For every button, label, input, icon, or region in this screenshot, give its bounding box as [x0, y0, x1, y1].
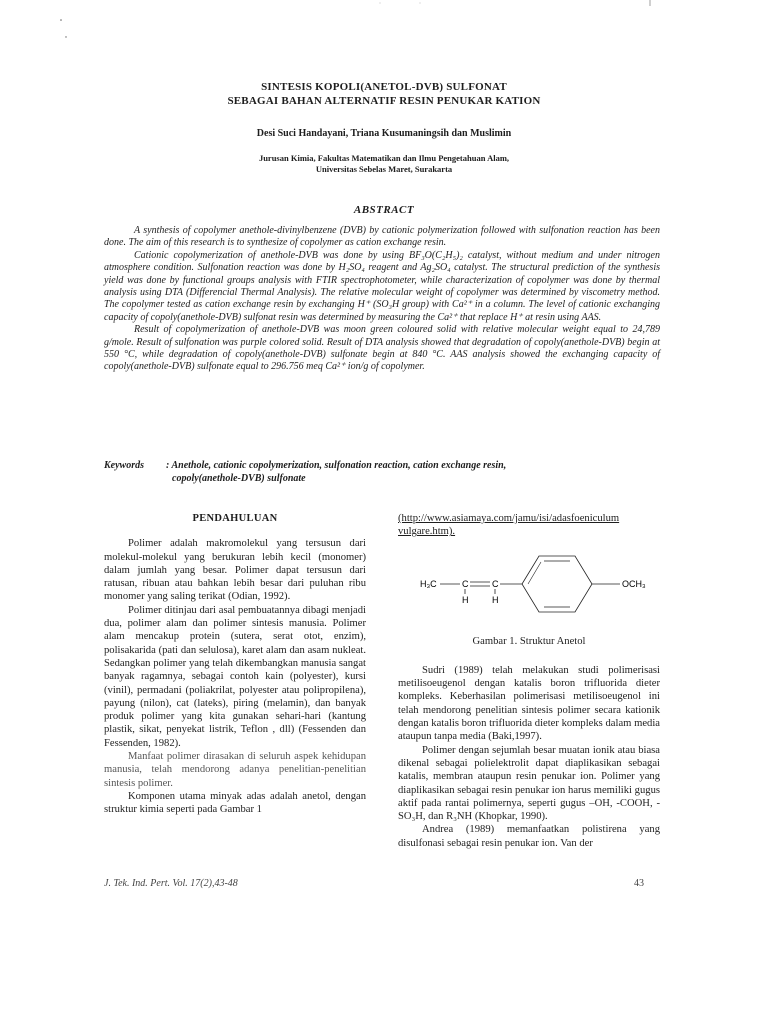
keywords-line-1: : Anethole, cationic copolymerization, sulfonation reaction, cation exchange resin,: [166, 460, 507, 471]
page-number: 43: [634, 878, 644, 889]
body-paragraph: Sudri (1989) telah melakukan studi polimerisasi metilisoeugenol dengan katalis boron trifluorida dieter kompleks. Keberhasilan polimerisasi metilisoeugenol ini telah mendorong penelitian sintesis polimer secara kationik dengan katalis boron trifluorida dieter kompleks dalam media ataupun tanpa media (Baki,1997).: [398, 664, 660, 743]
body-paragraph: Manfaat polimer dirasakan di seluruh aspek kehidupan manusia, telah mendorong adanya penelitian-penelitian sintesis polimer.: [104, 751, 366, 789]
body-paragraph: Komponen utama minyak adas adalah anetol, dengan struktur kimia seperti pada Gambar 1: [104, 790, 366, 816]
och3-label: OCH₃: [622, 578, 646, 589]
affiliation-line-1: Jurusan Kimia, Fakultas Matematikan dan Ilmu Pengetahuan Alam,: [258, 153, 510, 163]
body-paragraph: Andrea (1989) memanfaatkan polistirena yang disulfonasi sebagai resin penukar ion. Van der: [398, 824, 660, 849]
title-line-1: SINTESIS KOPOLI(ANETOL-DVB) SULFONAT: [261, 81, 507, 93]
source-url[interactable]: (http://www.asiamaya.com/jamu/isi/adasfoeniculum vulgare.htm).: [398, 513, 620, 538]
hydrogen-2-label: H: [492, 594, 499, 605]
title-line-2: SEBAGAI BAHAN ALTERNATIF RESIN PENUKAR KATION: [227, 95, 541, 107]
affiliation: [0, 153, 768, 175]
left-column: [104, 512, 366, 817]
abstract-paragraph: A synthesis of copolymer anethole-divinylbenzene (DVB) by cationic polymerization followed with sulfonation reaction has been done. The aim of this research is to synthesize of copolymer as cation exchange resin.: [104, 225, 660, 249]
affiliation-line-2: Universitas Sebelas Maret, Surakarta: [315, 164, 453, 174]
abstract-paragraph: Cationic copolymerization of anethole-DVB was done by using BF₃O(C₂H₅)₂ catalyst, without medium and under nitrogen atmosphere condition. Sulfonation reaction was done by H₂SO₄ reagent and Ag₂SO₄ catalyst. The structural prediction of the synthesis yield was done by functional groups analysis with FTIR spectrophotometer, while characterization of copolymer was done by thermal analysis using DTA (Differencial Thermal Analysis). The relative molecular weight of copolymer was determined by viscometry method. The copolymer tested as cation exchange resin by exchanging H⁺ (SO₃H group) with Ca²⁺ in a column. The level of cationic exchanging capacity of copoly(anethole-DVB) sulfonat resin was determined by measuring the Ca²⁺ that replace H⁺ at resin using AAS.: [104, 249, 660, 323]
keywords-line-2: copoly(anethole-DVB) sulfonate: [172, 473, 306, 484]
hydrogen-1-label: H: [462, 594, 469, 605]
carbon-2-label: C: [492, 578, 499, 589]
carbon-1-label: C: [462, 578, 469, 589]
abstract-heading: ABSTRACT: [353, 204, 415, 216]
benzene-ring: [522, 556, 592, 612]
anethole-structure-diagram: [398, 547, 660, 617]
abstract-body: [104, 225, 660, 374]
keywords-label: Keywords: [104, 460, 144, 471]
journal-citation: J. Tek. Ind. Pert. Vol. 17(2),43-48: [104, 878, 238, 889]
paper-title: [0, 80, 768, 108]
body-paragraph: Polimer ditinjau dari asal pembuatannya dibagi menjadi dua, polimer alam dan polimer sintesis manusia. Polimer alam mencakup protein (sutera, serat otot, enzim), polisakarida (pati dan selulosa), karet alam dan asam nukleat. Sedangkan polimer yang telah dikembangkan manusia sangat banyak ragamnya, sebagai contoh kain (polyester), kursi (vinil), permadani (poliakrilat, polyester atau polipropilena), payung (nilon), cat (lateks), piring (melamin), dan banyak produk polimer yang kita gunakan sehari-hari (kantung plastik, sikat, penyekat listrik, Teflon , dll) (Fessenden dan Fessenden, 1982).: [104, 604, 366, 749]
figure-caption: Gambar 1. Struktur Anetol: [472, 635, 586, 647]
abstract-paragraph: Result of copolymerization of anethole-DVB was moon green coloured solid with relative molecular weight equal to 24,789 g/mole. Result of sulfonation was purple colored solid. Result of DTA analysis showed that degradation of copoly(anethole-DVB) begin at 550 °C, while degradation of copoly(anethole-DVB) sulfonate begin at 840 °C. AAS analysis showed the exchanging capacity of copoly(anethole-DVB) sulfonate equal to 296.756 meq Ca²⁺ ion/g of copolymer.: [104, 324, 660, 373]
scan-artifacts: [0, 0, 768, 40]
authors: Desi Suci Handayani, Triana Kusumaningsih dan Muslimin: [256, 128, 512, 139]
section-heading: PENDAHULUAN: [192, 513, 278, 524]
h3c-label: H₃C: [420, 578, 437, 589]
right-column: [398, 512, 660, 850]
anethole-structure-figure: [398, 547, 660, 617]
body-paragraph: Polimer dengan sejumlah besar muatan ionik atau biasa dikenal sebagai polielektrolit dapat diaplikasikan sebagai katalis, membran ataupun resin penukar ion. Polimer yang diaplikasikan sebagai resin penukar ion harus memiliki gugus aktif pada rantai polimernya, seperti gugus –OH, -COOH, -SO₃H, dan R₃NH (Khopkar, 1990).: [398, 744, 660, 823]
keywords: [104, 459, 660, 485]
body-paragraph: Polimer adalah makromolekul yang tersusun dari molekul-molekul yang berukuran lebih kecil (monomer) dalam jumlah yang besar. Polimer dapat tersusun dari ratusan, ribuan atau bahkan lebih besar dari puluhan ribu monomer yang saling terikat (Odian, 1992).: [104, 538, 366, 603]
